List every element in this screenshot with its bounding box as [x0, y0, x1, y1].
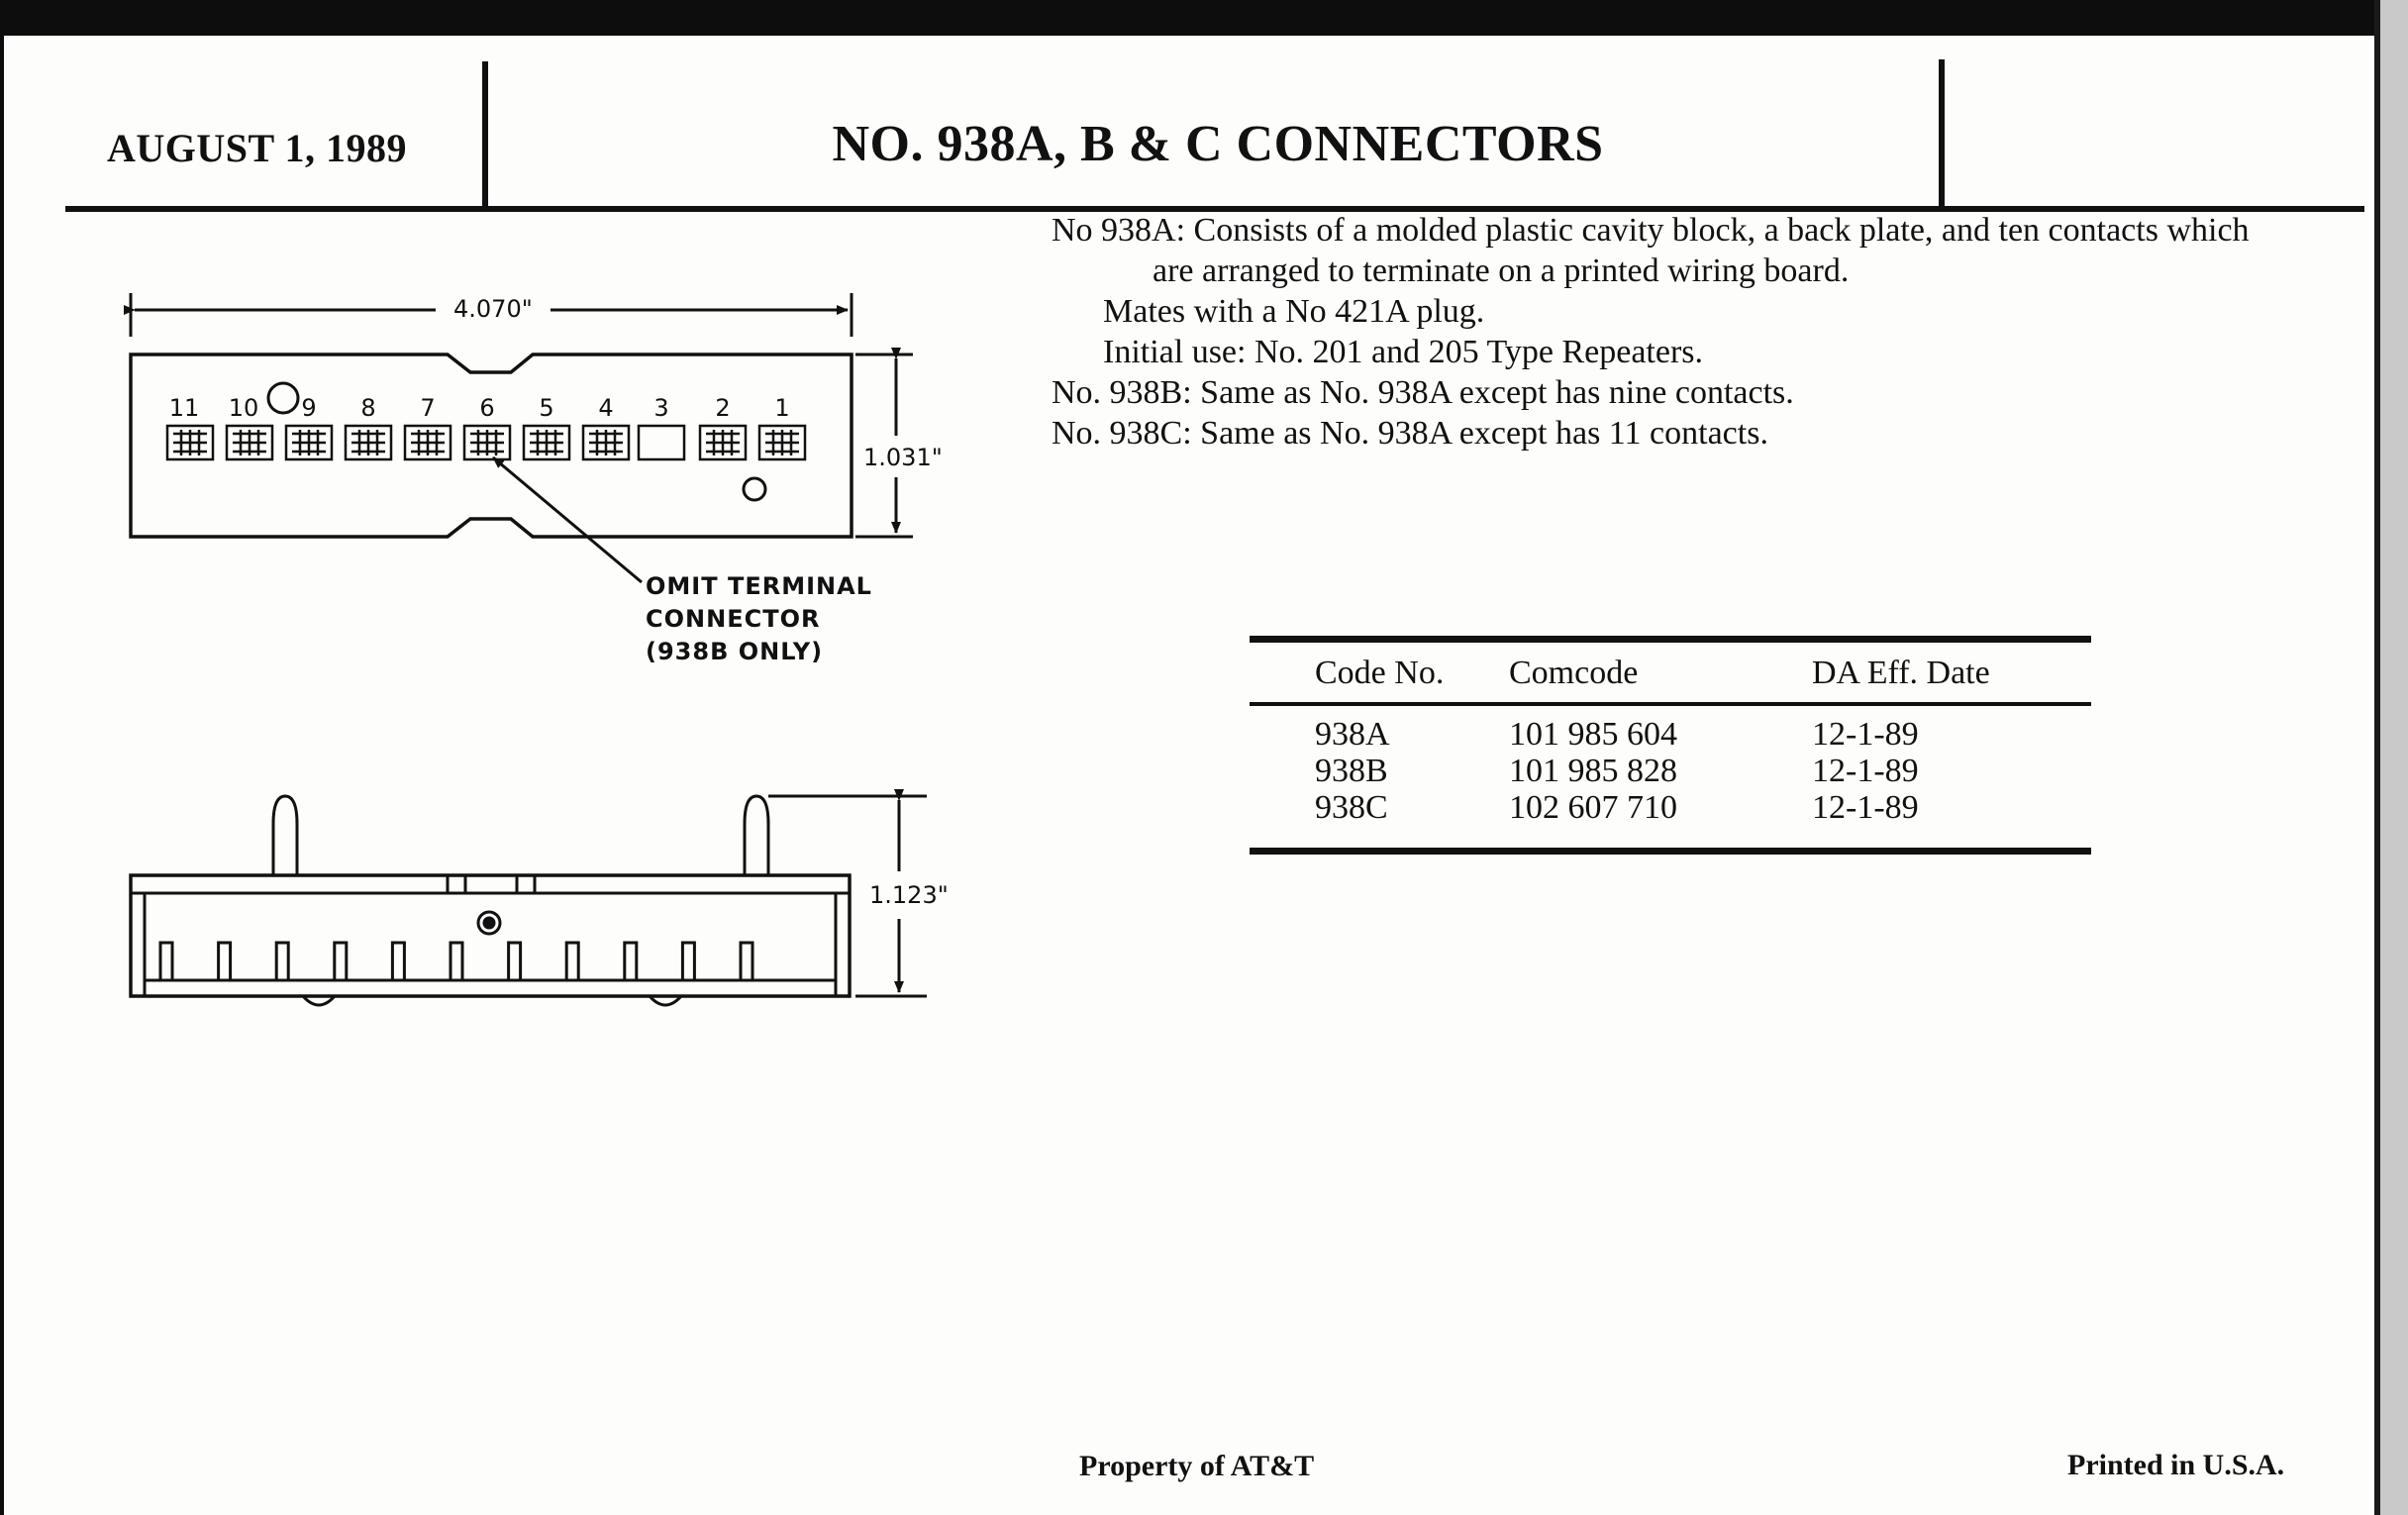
terminal-pin	[160, 943, 172, 980]
footer-property: Property of AT&T	[1079, 1450, 1315, 1482]
side-height-dimension: 1.123"	[869, 881, 949, 909]
contact-number: 2	[715, 394, 731, 422]
contact-number: 6	[479, 394, 495, 422]
callout-line: OMIT TERMINAL	[646, 572, 872, 600]
page-title: NO. 938A, B & C CONNECTORS	[832, 116, 1604, 172]
contact-number: 11	[168, 394, 200, 422]
contact-number: 8	[360, 394, 376, 422]
table-header: DA Eff. Date	[1812, 640, 2091, 705]
description-line: Mates with a No 421A plug.	[1103, 293, 1485, 330]
comcode-cell: 101 985 604	[1509, 716, 1677, 753]
description-line: No. 938B: Same as No. 938A except has nine contacts.	[1052, 374, 1794, 411]
terminal-pin	[566, 943, 578, 980]
terminal-pin	[682, 943, 694, 980]
terminal-pin	[451, 943, 462, 980]
width-dimension: 4.070"	[453, 295, 533, 323]
terminal-pin	[741, 943, 752, 980]
contact-number: 3	[653, 394, 669, 422]
contact-number: 9	[301, 394, 317, 422]
description-line: No 938A: Consists of a molded plastic cavity block, a back plate, and ten contacts which	[1052, 212, 2250, 249]
description-line: are arranged to terminate on a printed wiring board.	[1153, 252, 1850, 289]
table-header: Comcode	[1509, 640, 1812, 705]
table-row	[1250, 789, 2091, 852]
height-dimension: 1.031"	[863, 444, 943, 471]
contact-cavity	[639, 426, 684, 459]
code-table	[1250, 636, 2091, 855]
contact-number: 10	[228, 394, 259, 422]
table-row	[1250, 704, 2091, 753]
contact-number: 7	[420, 394, 436, 422]
table-header: Code No.	[1250, 640, 1509, 705]
contact-number: 4	[598, 394, 614, 422]
date-cell: 12-1-89	[1812, 789, 2091, 852]
callout-label	[646, 570, 872, 668]
code-cell: 938A	[1315, 716, 1390, 753]
terminal-pin	[392, 943, 404, 980]
date-cell: 12-1-89	[1812, 716, 1919, 753]
terminal-pin	[335, 943, 347, 980]
issue-date: AUGUST 1, 1989	[107, 126, 407, 170]
terminal-pin	[219, 943, 231, 980]
contact-number: 1	[774, 394, 790, 422]
comcode-cell: 102 607 710	[1509, 789, 1812, 852]
table-header-row	[1250, 640, 2091, 705]
code-cell: 938B	[1315, 753, 1388, 789]
description-line: No. 938C: Same as No. 938A except has 11 contacts.	[1052, 415, 1768, 452]
comcode-cell: 101 985 828	[1509, 753, 1677, 789]
contact-number: 5	[539, 394, 554, 422]
terminal-pin	[509, 943, 521, 980]
callout-line: (938B ONLY)	[646, 638, 824, 665]
terminal-pin	[276, 943, 288, 980]
description-line: Initial use: No. 201 and 205 Type Repeaters.	[1103, 334, 1704, 370]
terminal-pin	[625, 943, 637, 980]
code-cell: 938C	[1250, 789, 1509, 852]
date-cell: 12-1-89	[1812, 753, 1919, 789]
callout-line: CONNECTOR	[646, 605, 821, 633]
footer-printed: Printed in U.S.A.	[2067, 1449, 2285, 1481]
table-row	[1250, 753, 2091, 789]
